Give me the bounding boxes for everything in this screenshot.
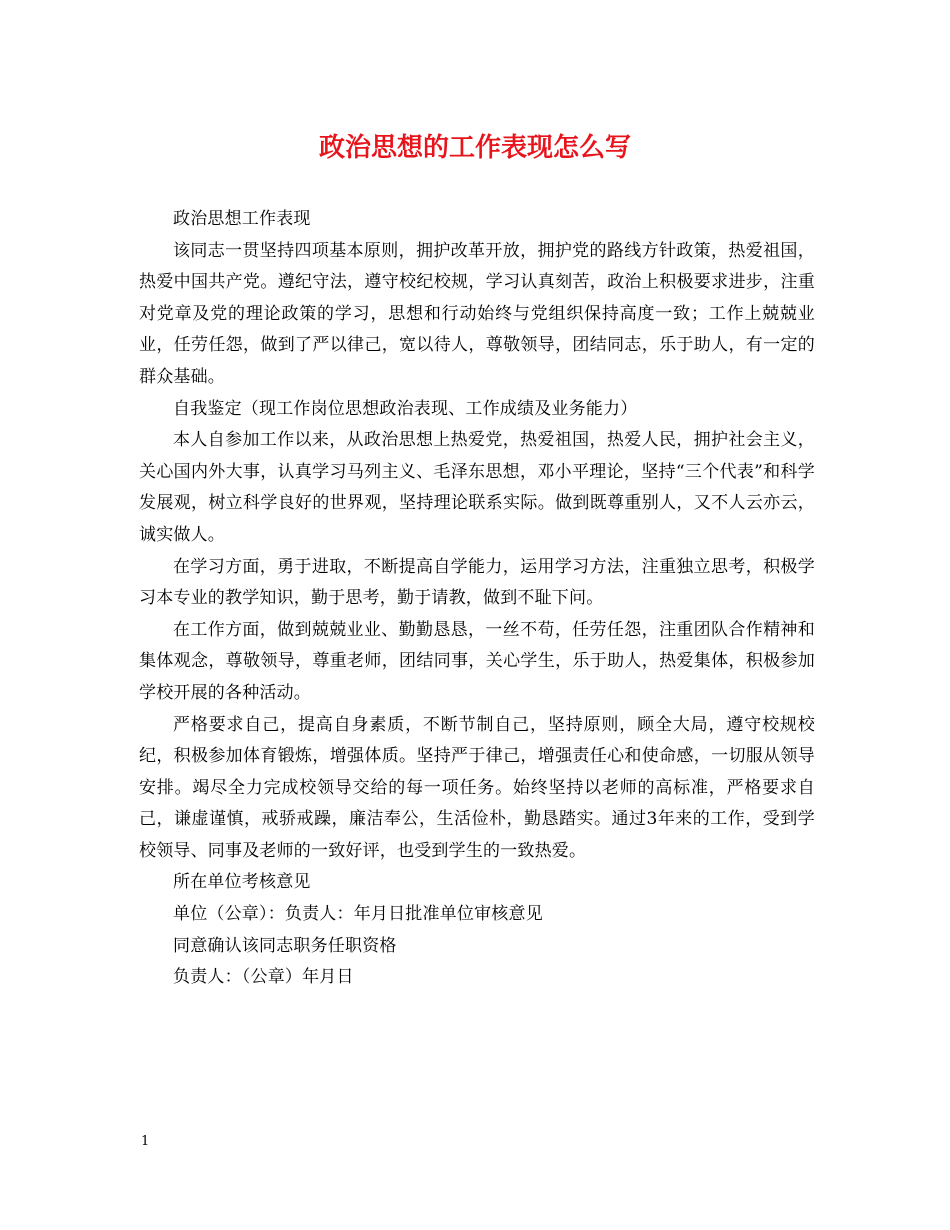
heading-unit-evaluation: 所在单位考核意见 — [173, 872, 311, 893]
paragraph-study: 在学习方面，勇于进取，不断提高自学能力，运用学习方法，注重独立思考，积极学习本专业的教学知识，勤于思考，勤于请教，做到不耻下问。 — [139, 556, 815, 609]
line-confirmation: 同意确认该同志职务任职资格 — [173, 935, 397, 956]
paragraph-political-performance: 该同志一贯坚持四项基本原则，拥护改革开放，拥护党的路线方针政策，热爱祖国，热爱中国共产党。遵纪守法，遵守校纪校规，学习认真刻苦，政治上积极要求进步，注重对党章及党的理论政策的学习，思想和行动始终与党组织保持高度一致；工作上兢兢业业，任劳任怨，做到了严以律己，宽以待人，尊敬领导，团结同志，乐于助人，有一定的群众基础。 — [139, 240, 815, 387]
document-body — [139, 204, 815, 994]
paragraph-discipline: 严格要求自己，提高自身素质，不断节制自己，坚持原则，顾全大局，遵守校规校纪，积极参加体育锻炼，增强体质。坚持严于律己，增强责任心和使命感，一切服从领导安排。竭尽全力完成校领导交给的每一项任务。始终坚持以老师的高标准，严格要求自己，谦虚谨慎，戒骄戒躁，廉洁奉公，生活俭朴，勤恳踏实。通过3年来的工作，受到学校领导、同事及老师的一致好评，也受到学生的一致热爱。 — [139, 714, 815, 861]
heading-political-performance: 政治思想工作表现 — [173, 209, 311, 229]
paragraph-work: 在工作方面，做到兢兢业业、勤勤恳恳，一丝不苟，任劳任怨，注重团队合作精神和集体观念，尊敬领导，尊重老师，团结同事，关心学生，乐于助人，热爱集体，积极参加学校开展的各种活动。 — [139, 619, 815, 703]
document-title: 政治思想的工作表现怎么写 — [318, 133, 631, 163]
paragraph-self-assessment: 本人自参加工作以来，从政治思想上热爱党，热爱祖国，热爱人民，拥护社会主义，关心国内外大事，认真学习马列主义、毛泽东思想，邓小平理论，坚持“三个代表”和科学发展观，树立科学良好的世界观，坚持理论联系实际。做到既尊重别人，又不人云亦云，诚实做人。 — [139, 430, 815, 545]
heading-self-assessment: 自我鉴定（现工作岗位思想政治表现、工作成绩及业务能力） — [173, 398, 638, 419]
line-responsible-person: 负责人：（公章）年月日 — [173, 967, 354, 988]
page-number: 1 — [141, 1134, 150, 1149]
line-unit-seal: 单位（公章）：负责人：年月日批准单位审核意见 — [173, 904, 543, 925]
